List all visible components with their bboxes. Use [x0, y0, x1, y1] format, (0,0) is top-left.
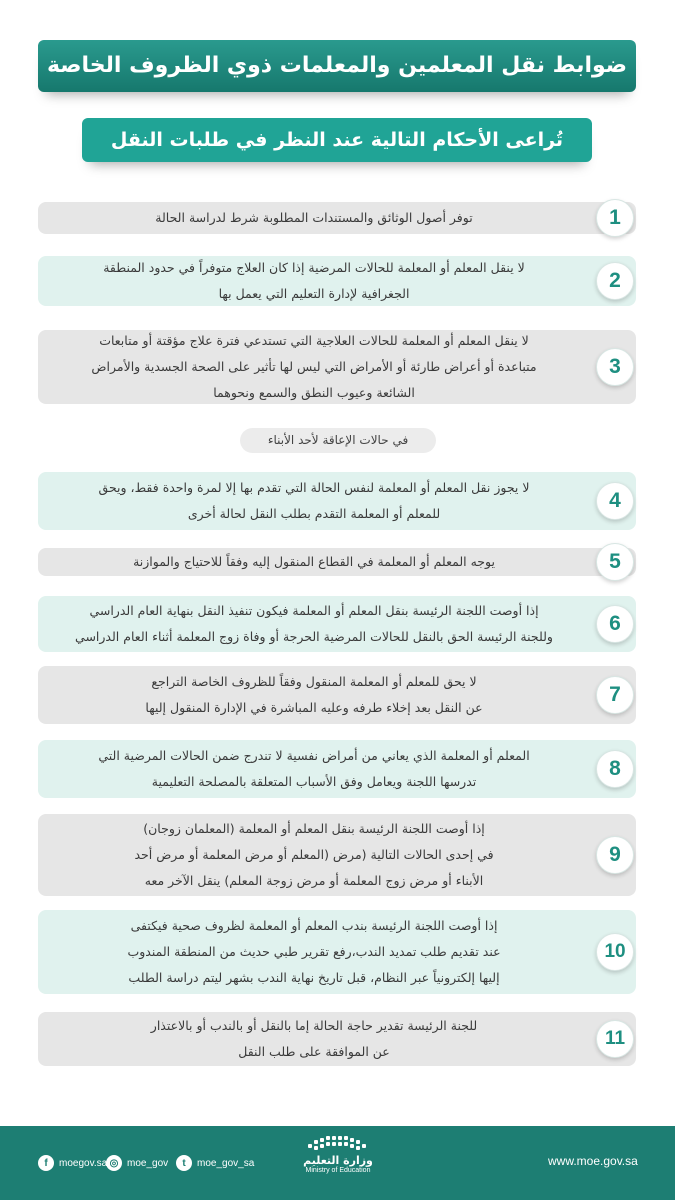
moe-logo [288, 1132, 388, 1194]
item-number-badge: 6 [596, 605, 634, 643]
footer [0, 1126, 675, 1200]
twitter-link[interactable] [176, 1154, 254, 1172]
item-number-badge: 10 [596, 933, 634, 971]
list-item-5 [38, 548, 636, 576]
item-number-badge: 2 [596, 262, 634, 300]
list-item-1 [38, 202, 636, 234]
logo-dots-icon [306, 1132, 370, 1152]
page-subtitle: تُراعى الأحكام التالية عند النظر في طلبات النقل [82, 118, 592, 162]
list-item-9 [38, 814, 636, 896]
item-number-badge: 4 [596, 482, 634, 520]
instagram-icon: ◎ [106, 1155, 122, 1171]
item-number-badge: 8 [596, 750, 634, 788]
item-number-badge: 3 [596, 348, 634, 386]
item-number-badge: 9 [596, 836, 634, 874]
twitter-handle: moe_gov_sa [197, 1157, 255, 1169]
item-text: توفر أصول الوثائق والمستندات المطلوبة شرط لدراسة الحالة [155, 210, 473, 225]
item-text: لا يجوز نقل المعلم أو المعلمة لنفس الحالة التي تقدم بها إلا لمرة واحدة فقط، ويحق للمعلم أو المعلمة التقدم بطلب النقل لحالة أخرى [98, 480, 530, 521]
item-number-badge: 7 [596, 676, 634, 714]
page-title: ضوابط نقل المعلمين والمعلمات ذوي الظروف الخاصة [38, 40, 636, 92]
item-text: لا ينقل المعلم أو المعلمة للحالات المرضية إذا كان العلاج متوفراً في حدود المنطقة الجغرافية لإدارة التعليم التي يعمل بها [103, 260, 525, 301]
item-text: إذا أوصت اللجنة الرئيسة بنقل المعلم أو المعلمة (المعلمان زوجان) في إحدى الحالات التالية (مرض (المعلم أو مرض المعلمة أو مرض أحد الأبناء أو مرض زوج المعلمة أو مرض زوجة المعلم) ينقل الآخر معه [134, 821, 494, 888]
item-number-badge: 5 [596, 543, 634, 581]
logo-text-ar: وزارة التعليم [303, 1154, 373, 1167]
website-link[interactable]: www.moe.gov.sa [548, 1154, 638, 1168]
twitter-icon: t [176, 1155, 192, 1171]
instagram-link[interactable] [106, 1154, 168, 1172]
logo-text-en: Ministry of Education [305, 1167, 371, 1174]
section-label: في حالات الإعاقة لأحد الأبناء [240, 428, 436, 453]
facebook-handle: moegov.sa [59, 1157, 108, 1169]
list-item-6 [38, 596, 636, 652]
list-item-4 [38, 472, 636, 530]
list-item-7 [38, 666, 636, 724]
list-item-2 [38, 256, 636, 306]
item-text: للجنة الرئيسة تقدير حاجة الحالة إما بالنقل أو بالندب أو بالاعتذار عن الموافقة على طلب النقل [150, 1018, 478, 1059]
list-item-8 [38, 740, 636, 798]
list-item-11 [38, 1012, 636, 1066]
item-text: يوجه المعلم أو المعلمة في القطاع المنقول إليه وفقاً للاحتياج والموازنة [133, 554, 495, 569]
item-text: إذا أوصت اللجنة الرئيسة بنقل المعلم أو المعلمة فيكون تنفيذ النقل بنهاية العام الدراسي وللجنة الرئيسة الحق بالنقل للحالات المرضية الحرجة أو وفاة زوج المعلمة أثناء العام الدراسي [75, 603, 553, 644]
item-text: لا يحق للمعلم أو المعلمة المنقول وفقاً للظروف الخاصة التراجع عن النقل بعد إخلاء طرفه وعليه المباشرة في الإدارة المنقول إليها [145, 674, 483, 715]
facebook-link[interactable] [38, 1154, 107, 1172]
facebook-icon: f [38, 1155, 54, 1171]
instagram-handle: moe_gov [127, 1157, 169, 1169]
item-number-badge: 1 [596, 199, 634, 237]
list-item-3 [38, 330, 636, 404]
item-text: لا ينقل المعلم أو المعلمة للحالات العلاجية التي تستدعي فترة علاج مؤقتة أو متابعات متباعدة أو أعراض طارئة أو الأمراض التي ليس لها تأثير على الصحة الجسدية والأمراض الشائعة وعيوب النطق والسمع ونحوهما [91, 333, 537, 400]
item-number-badge: 11 [596, 1020, 634, 1058]
list-item-10 [38, 910, 636, 994]
item-text: المعلم أو المعلمة الذي يعاني من أمراض نفسية لا تندرج ضمن الحالات المرضية التي تدرسها اللجنة ويعامل وفق الأسباب المتعلقة بالمصلحة التعليمية [98, 748, 530, 789]
item-text: إذا أوصت اللجنة الرئيسة بندب المعلم أو المعلمة لظروف صحية فيكتفى عند تقديم طلب تمديد الندب،رفع تقرير طبي حديث من المنطقة المندوب إليها إلكترونياً عبر النظام، قبل تاريخ نهاية الندب بشهر ليتم دراسة الطلب [127, 918, 501, 985]
